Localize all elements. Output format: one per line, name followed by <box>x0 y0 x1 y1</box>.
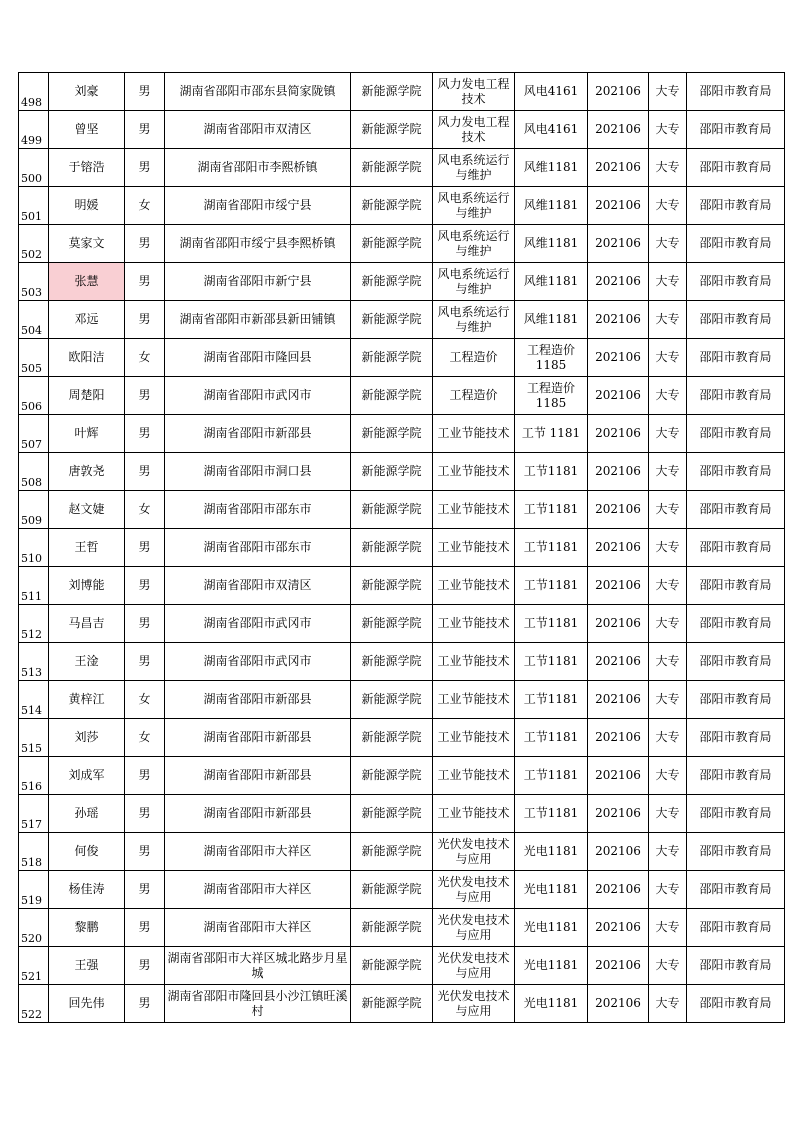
department-cell: 邵阳市教育局 <box>687 491 785 529</box>
level-cell: 大专 <box>649 453 687 491</box>
term-cell: 202106 <box>588 187 649 225</box>
term-cell: 202106 <box>588 757 649 795</box>
student-name: 刘博能 <box>49 567 125 605</box>
table-row <box>19 795 785 833</box>
row-number: 498 <box>19 73 49 111</box>
student-name: 赵文婕 <box>49 491 125 529</box>
level-cell: 大专 <box>649 871 687 909</box>
level-cell: 大专 <box>649 833 687 871</box>
term-cell: 202106 <box>588 985 649 1023</box>
gender-cell: 女 <box>125 491 165 529</box>
term-cell: 202106 <box>588 491 649 529</box>
address-cell: 湖南省邵阳市新邵县 <box>165 719 351 757</box>
level-cell: 大专 <box>649 529 687 567</box>
class-cell: 工节1181 <box>515 491 588 529</box>
row-number: 504 <box>19 301 49 339</box>
class-cell: 工节1181 <box>515 681 588 719</box>
department-cell: 邵阳市教育局 <box>687 263 785 301</box>
college-cell: 新能源学院 <box>351 643 433 681</box>
table-row <box>19 947 785 985</box>
college-cell: 新能源学院 <box>351 681 433 719</box>
class-cell: 工节1181 <box>515 643 588 681</box>
class-cell: 工节1181 <box>515 567 588 605</box>
college-cell: 新能源学院 <box>351 833 433 871</box>
major-cell: 工程造价 <box>433 339 515 377</box>
student-table <box>18 72 785 1023</box>
row-number: 499 <box>19 111 49 149</box>
row-number: 517 <box>19 795 49 833</box>
term-cell: 202106 <box>588 149 649 187</box>
department-cell: 邵阳市教育局 <box>687 795 785 833</box>
class-cell: 光电1181 <box>515 871 588 909</box>
gender-cell: 男 <box>125 73 165 111</box>
address-cell: 湖南省邵阳市新邵县 <box>165 757 351 795</box>
level-cell: 大专 <box>649 605 687 643</box>
row-number: 512 <box>19 605 49 643</box>
address-cell: 湖南省邵阳市洞口县 <box>165 453 351 491</box>
student-name: 莫家文 <box>49 225 125 263</box>
gender-cell: 男 <box>125 833 165 871</box>
student-name: 杨佳涛 <box>49 871 125 909</box>
department-cell: 邵阳市教育局 <box>687 947 785 985</box>
term-cell: 202106 <box>588 415 649 453</box>
gender-cell: 男 <box>125 415 165 453</box>
gender-cell: 女 <box>125 719 165 757</box>
gender-cell: 女 <box>125 339 165 377</box>
department-cell: 邵阳市教育局 <box>687 529 785 567</box>
department-cell: 邵阳市教育局 <box>687 605 785 643</box>
address-cell: 湖南省邵阳市大祥区 <box>165 871 351 909</box>
row-number: 514 <box>19 681 49 719</box>
class-cell: 工节1181 <box>515 719 588 757</box>
table-row <box>19 339 785 377</box>
department-cell: 邵阳市教育局 <box>687 301 785 339</box>
term-cell: 202106 <box>588 947 649 985</box>
address-cell: 湖南省邵阳市邵东县简家陇镇 <box>165 73 351 111</box>
address-cell: 湖南省邵阳市新邵县 <box>165 415 351 453</box>
address-cell: 湖南省邵阳市李熙桥镇 <box>165 149 351 187</box>
department-cell: 邵阳市教育局 <box>687 111 785 149</box>
address-cell: 湖南省邵阳市隆回县 <box>165 339 351 377</box>
term-cell: 202106 <box>588 263 649 301</box>
term-cell: 202106 <box>588 225 649 263</box>
student-name: 刘豪 <box>49 73 125 111</box>
address-cell: 湖南省邵阳市武冈市 <box>165 377 351 415</box>
class-cell: 光电1181 <box>515 985 588 1023</box>
table-row <box>19 985 785 1023</box>
major-cell: 光伏发电技术与应用 <box>433 871 515 909</box>
address-cell: 湖南省邵阳市绥宁县李熙桥镇 <box>165 225 351 263</box>
department-cell: 邵阳市教育局 <box>687 909 785 947</box>
class-cell: 工程造价1185 <box>515 377 588 415</box>
college-cell: 新能源学院 <box>351 263 433 301</box>
gender-cell: 男 <box>125 529 165 567</box>
department-cell: 邵阳市教育局 <box>687 187 785 225</box>
college-cell: 新能源学院 <box>351 871 433 909</box>
row-number: 509 <box>19 491 49 529</box>
table-row <box>19 301 785 339</box>
college-cell: 新能源学院 <box>351 339 433 377</box>
major-cell: 光伏发电技术与应用 <box>433 985 515 1023</box>
table-row <box>19 187 785 225</box>
term-cell: 202106 <box>588 833 649 871</box>
table-row <box>19 73 785 111</box>
major-cell: 工业节能技术 <box>433 795 515 833</box>
table-row <box>19 757 785 795</box>
level-cell: 大专 <box>649 263 687 301</box>
row-number: 519 <box>19 871 49 909</box>
class-cell: 风维1181 <box>515 149 588 187</box>
major-cell: 工业节能技术 <box>433 567 515 605</box>
table-row <box>19 377 785 415</box>
college-cell: 新能源学院 <box>351 719 433 757</box>
level-cell: 大专 <box>649 909 687 947</box>
gender-cell: 男 <box>125 301 165 339</box>
student-name: 张慧 <box>49 263 125 301</box>
class-cell: 工节1181 <box>515 605 588 643</box>
class-cell: 风维1181 <box>515 187 588 225</box>
student-name: 王强 <box>49 947 125 985</box>
gender-cell: 男 <box>125 111 165 149</box>
department-cell: 邵阳市教育局 <box>687 833 785 871</box>
college-cell: 新能源学院 <box>351 187 433 225</box>
address-cell: 湖南省邵阳市大祥区城北路步月星城 <box>165 947 351 985</box>
college-cell: 新能源学院 <box>351 491 433 529</box>
table-row <box>19 567 785 605</box>
major-cell: 风电系统运行与维护 <box>433 263 515 301</box>
student-name: 欧阳洁 <box>49 339 125 377</box>
gender-cell: 男 <box>125 605 165 643</box>
table-row <box>19 719 785 757</box>
student-name: 明媛 <box>49 187 125 225</box>
row-number: 501 <box>19 187 49 225</box>
table-row <box>19 415 785 453</box>
student-name: 马昌吉 <box>49 605 125 643</box>
department-cell: 邵阳市教育局 <box>687 643 785 681</box>
major-cell: 工业节能技术 <box>433 415 515 453</box>
row-number: 520 <box>19 909 49 947</box>
level-cell: 大专 <box>649 757 687 795</box>
address-cell: 湖南省邵阳市武冈市 <box>165 643 351 681</box>
student-name: 王淦 <box>49 643 125 681</box>
college-cell: 新能源学院 <box>351 301 433 339</box>
major-cell: 风电系统运行与维护 <box>433 149 515 187</box>
college-cell: 新能源学院 <box>351 73 433 111</box>
address-cell: 湖南省邵阳市绥宁县 <box>165 187 351 225</box>
class-cell: 工程造价1185 <box>515 339 588 377</box>
college-cell: 新能源学院 <box>351 567 433 605</box>
term-cell: 202106 <box>588 795 649 833</box>
major-cell: 风力发电工程技术 <box>433 111 515 149</box>
college-cell: 新能源学院 <box>351 529 433 567</box>
student-name: 回先伟 <box>49 985 125 1023</box>
department-cell: 邵阳市教育局 <box>687 567 785 605</box>
major-cell: 工业节能技术 <box>433 529 515 567</box>
table-row <box>19 605 785 643</box>
student-name: 孙瑶 <box>49 795 125 833</box>
table-row <box>19 529 785 567</box>
gender-cell: 男 <box>125 225 165 263</box>
major-cell: 光伏发电技术与应用 <box>433 909 515 947</box>
class-cell: 工节 1181 <box>515 415 588 453</box>
major-cell: 工业节能技术 <box>433 491 515 529</box>
level-cell: 大专 <box>649 643 687 681</box>
level-cell: 大专 <box>649 719 687 757</box>
college-cell: 新能源学院 <box>351 149 433 187</box>
department-cell: 邵阳市教育局 <box>687 757 785 795</box>
table-row <box>19 833 785 871</box>
gender-cell: 男 <box>125 909 165 947</box>
gender-cell: 男 <box>125 795 165 833</box>
major-cell: 风电系统运行与维护 <box>433 301 515 339</box>
term-cell: 202106 <box>588 339 649 377</box>
gender-cell: 男 <box>125 757 165 795</box>
department-cell: 邵阳市教育局 <box>687 985 785 1023</box>
row-number: 510 <box>19 529 49 567</box>
level-cell: 大专 <box>649 339 687 377</box>
major-cell: 工业节能技术 <box>433 605 515 643</box>
gender-cell: 女 <box>125 681 165 719</box>
row-number: 513 <box>19 643 49 681</box>
gender-cell: 男 <box>125 149 165 187</box>
term-cell: 202106 <box>588 453 649 491</box>
gender-cell: 男 <box>125 263 165 301</box>
table-row <box>19 225 785 263</box>
department-cell: 邵阳市教育局 <box>687 149 785 187</box>
class-cell: 光电1181 <box>515 909 588 947</box>
term-cell: 202106 <box>588 643 649 681</box>
row-number: 521 <box>19 947 49 985</box>
department-cell: 邵阳市教育局 <box>687 871 785 909</box>
address-cell: 湖南省邵阳市邵东市 <box>165 491 351 529</box>
address-cell: 湖南省邵阳市武冈市 <box>165 605 351 643</box>
student-name: 黎鹏 <box>49 909 125 947</box>
level-cell: 大专 <box>649 491 687 529</box>
student-name: 黄梓江 <box>49 681 125 719</box>
level-cell: 大专 <box>649 149 687 187</box>
term-cell: 202106 <box>588 529 649 567</box>
major-cell: 工业节能技术 <box>433 681 515 719</box>
level-cell: 大专 <box>649 985 687 1023</box>
class-cell: 工节1181 <box>515 453 588 491</box>
address-cell: 湖南省邵阳市邵东市 <box>165 529 351 567</box>
row-number: 511 <box>19 567 49 605</box>
row-number: 522 <box>19 985 49 1023</box>
address-cell: 湖南省邵阳市双清区 <box>165 567 351 605</box>
table-row <box>19 681 785 719</box>
college-cell: 新能源学院 <box>351 605 433 643</box>
student-name: 邓远 <box>49 301 125 339</box>
student-name: 周楚阳 <box>49 377 125 415</box>
department-cell: 邵阳市教育局 <box>687 225 785 263</box>
gender-cell: 男 <box>125 871 165 909</box>
gender-cell: 男 <box>125 377 165 415</box>
college-cell: 新能源学院 <box>351 985 433 1023</box>
student-name: 刘莎 <box>49 719 125 757</box>
college-cell: 新能源学院 <box>351 947 433 985</box>
term-cell: 202106 <box>588 301 649 339</box>
level-cell: 大专 <box>649 415 687 453</box>
table-row <box>19 453 785 491</box>
level-cell: 大专 <box>649 795 687 833</box>
term-cell: 202106 <box>588 73 649 111</box>
row-number: 500 <box>19 149 49 187</box>
address-cell: 湖南省邵阳市新邵县 <box>165 681 351 719</box>
address-cell: 湖南省邵阳市大祥区 <box>165 833 351 871</box>
college-cell: 新能源学院 <box>351 909 433 947</box>
department-cell: 邵阳市教育局 <box>687 681 785 719</box>
class-cell: 风维1181 <box>515 301 588 339</box>
student-name: 刘成军 <box>49 757 125 795</box>
term-cell: 202106 <box>588 681 649 719</box>
gender-cell: 女 <box>125 187 165 225</box>
level-cell: 大专 <box>649 111 687 149</box>
level-cell: 大专 <box>649 301 687 339</box>
class-cell: 工节1181 <box>515 757 588 795</box>
class-cell: 风电4161 <box>515 111 588 149</box>
row-number: 502 <box>19 225 49 263</box>
row-number: 503 <box>19 263 49 301</box>
major-cell: 工程造价 <box>433 377 515 415</box>
address-cell: 湖南省邵阳市新邵县 <box>165 795 351 833</box>
row-number: 506 <box>19 377 49 415</box>
major-cell: 工业节能技术 <box>433 757 515 795</box>
department-cell: 邵阳市教育局 <box>687 415 785 453</box>
college-cell: 新能源学院 <box>351 415 433 453</box>
term-cell: 202106 <box>588 377 649 415</box>
gender-cell: 男 <box>125 567 165 605</box>
gender-cell: 男 <box>125 453 165 491</box>
gender-cell: 男 <box>125 643 165 681</box>
term-cell: 202106 <box>588 909 649 947</box>
department-cell: 邵阳市教育局 <box>687 719 785 757</box>
major-cell: 工业节能技术 <box>433 643 515 681</box>
student-name: 唐敦尧 <box>49 453 125 491</box>
student-name: 于镕浩 <box>49 149 125 187</box>
address-cell: 湖南省邵阳市隆回县小沙江镇旺溪村 <box>165 985 351 1023</box>
college-cell: 新能源学院 <box>351 795 433 833</box>
class-cell: 工节1181 <box>515 795 588 833</box>
department-cell: 邵阳市教育局 <box>687 73 785 111</box>
major-cell: 光伏发电技术与应用 <box>433 833 515 871</box>
table-row <box>19 643 785 681</box>
department-cell: 邵阳市教育局 <box>687 377 785 415</box>
row-number: 518 <box>19 833 49 871</box>
student-name: 叶辉 <box>49 415 125 453</box>
table-row <box>19 111 785 149</box>
class-cell: 光电1181 <box>515 833 588 871</box>
gender-cell: 男 <box>125 947 165 985</box>
term-cell: 202106 <box>588 605 649 643</box>
address-cell: 湖南省邵阳市大祥区 <box>165 909 351 947</box>
table-row <box>19 871 785 909</box>
class-cell: 风电4161 <box>515 73 588 111</box>
major-cell: 工业节能技术 <box>433 453 515 491</box>
college-cell: 新能源学院 <box>351 453 433 491</box>
college-cell: 新能源学院 <box>351 757 433 795</box>
row-number: 516 <box>19 757 49 795</box>
table-row <box>19 149 785 187</box>
table-row <box>19 909 785 947</box>
major-cell: 工业节能技术 <box>433 719 515 757</box>
class-cell: 工节1181 <box>515 529 588 567</box>
row-number: 515 <box>19 719 49 757</box>
level-cell: 大专 <box>649 567 687 605</box>
level-cell: 大专 <box>649 377 687 415</box>
address-cell: 湖南省邵阳市新宁县 <box>165 263 351 301</box>
address-cell: 湖南省邵阳市新邵县新田铺镇 <box>165 301 351 339</box>
major-cell: 风力发电工程技术 <box>433 73 515 111</box>
row-number: 508 <box>19 453 49 491</box>
term-cell: 202106 <box>588 567 649 605</box>
major-cell: 风电系统运行与维护 <box>433 225 515 263</box>
student-name: 王哲 <box>49 529 125 567</box>
college-cell: 新能源学院 <box>351 111 433 149</box>
row-number: 507 <box>19 415 49 453</box>
level-cell: 大专 <box>649 73 687 111</box>
class-cell: 风维1181 <box>515 225 588 263</box>
table-body <box>19 73 785 1023</box>
term-cell: 202106 <box>588 111 649 149</box>
term-cell: 202106 <box>588 871 649 909</box>
gender-cell: 男 <box>125 985 165 1023</box>
student-name: 曾坚 <box>49 111 125 149</box>
level-cell: 大专 <box>649 187 687 225</box>
major-cell: 风电系统运行与维护 <box>433 187 515 225</box>
department-cell: 邵阳市教育局 <box>687 339 785 377</box>
level-cell: 大专 <box>649 225 687 263</box>
class-cell: 风维1181 <box>515 263 588 301</box>
address-cell: 湖南省邵阳市双清区 <box>165 111 351 149</box>
level-cell: 大专 <box>649 681 687 719</box>
class-cell: 光电1181 <box>515 947 588 985</box>
college-cell: 新能源学院 <box>351 225 433 263</box>
row-number: 505 <box>19 339 49 377</box>
level-cell: 大专 <box>649 947 687 985</box>
table-row <box>19 491 785 529</box>
student-name: 何俊 <box>49 833 125 871</box>
college-cell: 新能源学院 <box>351 377 433 415</box>
term-cell: 202106 <box>588 719 649 757</box>
table-row <box>19 263 785 301</box>
department-cell: 邵阳市教育局 <box>687 453 785 491</box>
major-cell: 光伏发电技术与应用 <box>433 947 515 985</box>
